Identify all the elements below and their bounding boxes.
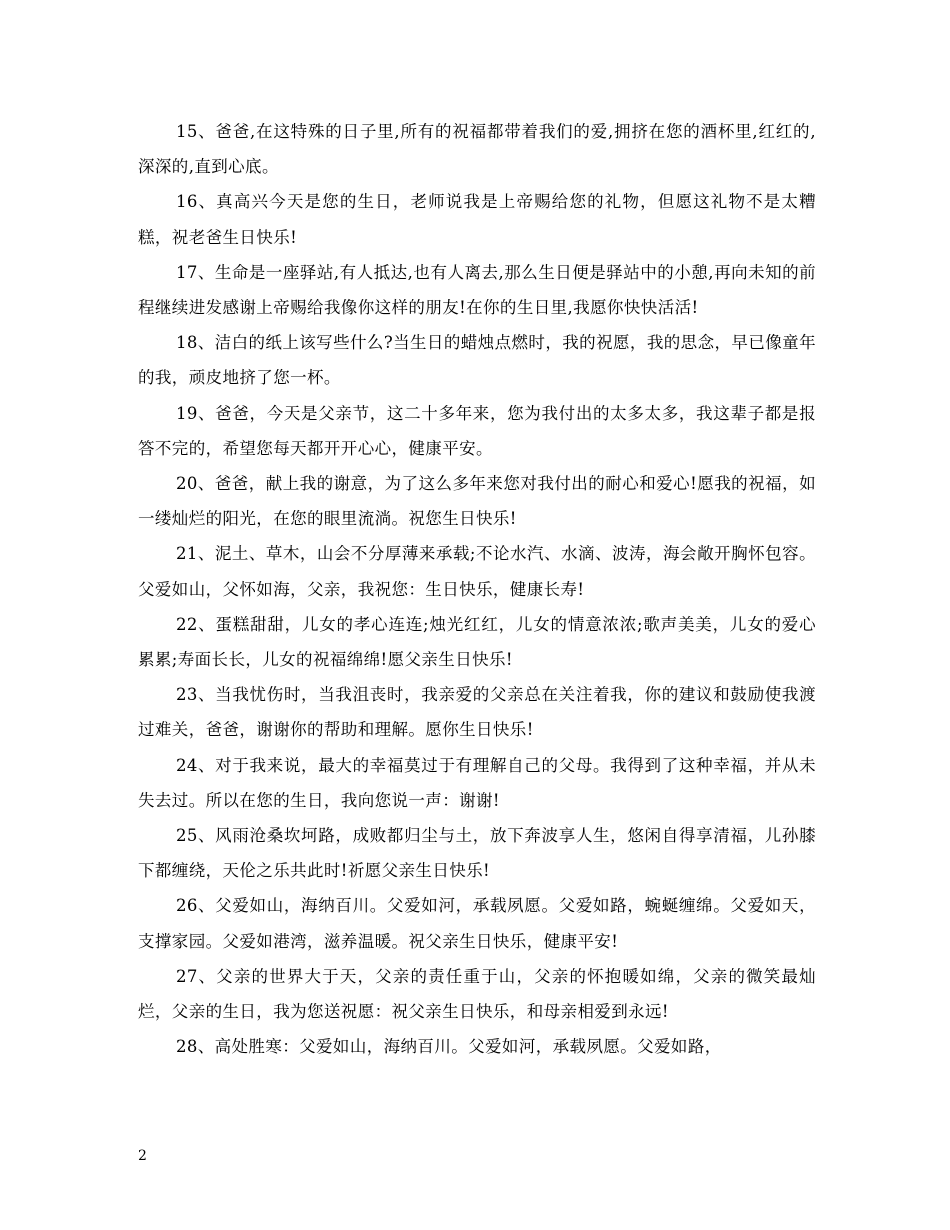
paragraph-24: 24、对于我来说，最大的幸福莫过于有理解自己的父母。我得到了这种幸福，并从未失去过。所以在您的生日，我向您说一声：谢谢! <box>138 755 816 810</box>
paragraph-18: 18、洁白的纸上该写些什么?当生日的蜡烛点燃时，我的祝愿，我的思念，早已像童年的我，顽皮地挤了您一杯。 <box>138 333 816 388</box>
document-body <box>138 114 816 1064</box>
paragraph-26: 26、父爱如山，海纳百川。父爱如河，承载夙愿。父爱如路，蜿蜒缠绵。父爱如天，支撑家园。父爱如港湾，滋养温暖。祝父亲生日快乐，健康平安! <box>138 896 816 951</box>
page-number: 2 <box>138 1148 147 1164</box>
paragraph-25: 25、风雨沧桑坎坷路，成败都归尘与土，放下奔波享人生，悠闲自得享清福，儿孙膝下都缠绕，天伦之乐共此时!祈愿父亲生日快乐! <box>138 826 816 881</box>
paragraph-20: 20、爸爸，献上我的谢意，为了这么多年来您对我付出的耐心和爱心!愿我的祝福，如一缕灿烂的阳光，在您的眼里流淌。祝您生日快乐! <box>138 474 816 529</box>
paragraph-16: 16、真高兴今天是您的生日，老师说我是上帝赐给您的礼物，但愿这礼物不是太糟糕，祝老爸生日快乐! <box>138 192 816 247</box>
paragraph-17: 17、生命是一座驿站,有人抵达,也有人离去,那么生日便是驿站中的小憩,再向未知的前程继续进发感谢上帝赐给我像你这样的朋友!在你的生日里,我愿你快快活活! <box>138 262 816 318</box>
paragraph-28: 28、高处胜寒：父爱如山，海纳百川。父爱如河，承载夙愿。父爱如路， <box>175 1037 722 1057</box>
paragraph-23: 23、当我忧伤时，当我沮丧时，我亲爱的父亲总在关注着我，你的建议和鼓励使我渡过难关，爸爸，谢谢你的帮助和理解。愿你生日快乐! <box>138 685 816 740</box>
paragraph-19: 19、爸爸，今天是父亲节，这二十多年来，您为我付出的太多太多，我这辈子都是报答不完的，希望您每天都开开心心，健康平安。 <box>138 403 816 458</box>
paragraph-22: 22、蛋糕甜甜，儿女的孝心连连;烛光红红，儿女的情意浓浓;歌声美美，儿女的爱心累累;寿面长长，儿女的祝福绵绵!愿父亲生日快乐! <box>138 614 816 670</box>
paragraph-21: 21、泥土、草木，山会不分厚薄来承载;不论水汽、水滴、波涛，海会敞开胸怀包容。父爱如山，父怀如海，父亲，我祝您：生日快乐，健康长寿! <box>138 544 816 599</box>
paragraph-15: 15、爸爸,在这特殊的日子里,所有的祝福都带着我们的爱,拥挤在您的酒杯里,红红的,深深的,直到心底。 <box>138 122 816 177</box>
paragraph-27: 27、父亲的世界大于天，父亲的责任重于山，父亲的怀抱暖如绵，父亲的微笑最灿烂，父亲的生日，我为您送祝愿：祝父亲生日快乐，和母亲相爱到永远! <box>138 966 816 1022</box>
